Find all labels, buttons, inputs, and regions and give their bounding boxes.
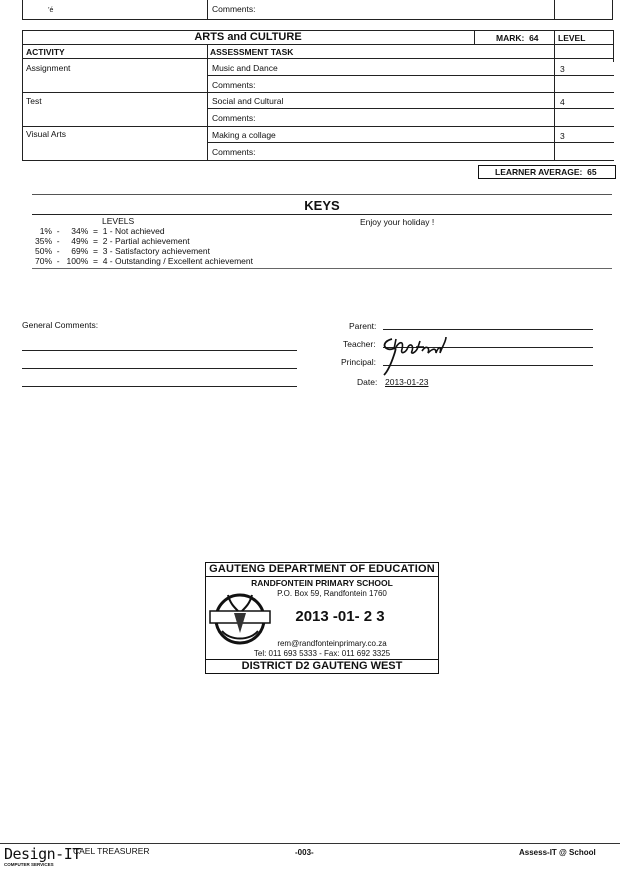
key-desc: Outstanding / Excellent achievement [115, 256, 253, 266]
mark-glyph: ’é [48, 7, 54, 14]
footer-product: Assess-IT @ School [519, 848, 596, 857]
learner-average-value: 65 [587, 167, 597, 177]
key-to: 69% [71, 246, 89, 256]
school-stamp [205, 562, 439, 674]
table-border [22, 92, 614, 93]
level-cell: 3 [560, 131, 565, 141]
holiday-message: Enjoy your holiday ! [360, 217, 435, 227]
key-from: 1% [39, 226, 52, 236]
key-level: 3 [102, 246, 108, 256]
stamp-email: rem@randfonteinprimary.co.za [277, 639, 387, 648]
table-border [207, 108, 614, 109]
level-header: LEVEL [558, 33, 586, 43]
key-level: 2 [102, 236, 108, 246]
table-border [612, 0, 613, 20]
table-border [22, 19, 613, 20]
date-label: Date: [357, 377, 378, 387]
table-border [22, 160, 614, 161]
footer-page-number: -003- [295, 848, 314, 857]
activity-header: ACTIVITY [26, 47, 65, 57]
learner-average-label: LEARNER AVERAGE: [495, 167, 583, 177]
stamp-date: 2013 -01- 2 3 [295, 608, 385, 625]
footer-user: CAEL TREASURER [73, 846, 150, 856]
table-border [554, 0, 555, 20]
table-border [22, 30, 23, 161]
table-border [613, 30, 614, 62]
stamp-address: P.O. Box 59, Randfontein 1760 [277, 589, 387, 598]
key-item: 1% - 34% = 1 - Not achieved [22, 226, 165, 236]
table-border [207, 0, 208, 20]
table-border [22, 58, 614, 59]
learner-average [495, 167, 597, 177]
key-item: 70% - 100% = 4 - Outstanding / Excellent achievement [22, 256, 253, 266]
school-crest-icon [208, 585, 272, 649]
principal-label: Principal: [341, 357, 376, 367]
teacher-label: Teacher: [343, 339, 376, 349]
assessment-task-header: ASSESSMENT TASK [210, 47, 294, 57]
key-level: 1 [102, 226, 108, 236]
level-cell: 4 [560, 97, 565, 107]
parent-signature-line[interactable] [383, 329, 593, 330]
key-desc: Not achieved [115, 226, 165, 236]
level-cell: 3 [560, 64, 565, 74]
key-from: 70% [34, 256, 52, 266]
date-value: 2013-01-23 [385, 377, 429, 387]
task-cell: Social and Cultural [212, 96, 284, 106]
stamp-school: RANDFONTEIN PRIMARY SCHOOL [251, 578, 393, 588]
mark-label [496, 33, 539, 43]
table-border [474, 30, 475, 44]
table-border [207, 75, 614, 76]
key-desc: Satisfactory achievement [115, 246, 210, 256]
principal-signature-icon [380, 333, 460, 377]
comments-label: Comments: [212, 113, 256, 123]
key-from: 35% [34, 236, 52, 246]
levels-label: LEVELS [102, 216, 135, 226]
footer-logo: Design-IT [4, 845, 81, 863]
comment-line[interactable] [22, 350, 297, 351]
activity-cell: Assignment [26, 63, 71, 73]
stamp-phone: Tel: 011 693 5333 - Fax: 011 692 3325 [253, 649, 391, 658]
divider [32, 268, 612, 269]
key-level: 4 [102, 256, 108, 266]
divider [32, 194, 612, 195]
mark-value: 64 [529, 33, 539, 43]
footer-logo-sub: COMPUTER SERVICES [4, 862, 54, 867]
comment-line[interactable] [22, 386, 297, 387]
key-to: 34% [71, 226, 89, 236]
comments-label: Comments: [212, 147, 256, 157]
section-title: ARTS and CULTURE [194, 31, 302, 43]
mark-label-text: MARK: [496, 33, 525, 43]
key-item: 35% - 49% = 2 - Partial achievement [22, 236, 190, 246]
table-border [207, 44, 208, 161]
stamp-district: DISTRICT D2 GAUTENG WEST [206, 659, 438, 673]
key-desc: Partial achievement [115, 236, 190, 246]
parent-label: Parent: [349, 321, 377, 331]
activity-cell: Test [26, 96, 42, 106]
general-comments-label: General Comments: [22, 320, 99, 330]
key-item: 50% - 69% = 3 - Satisfactory achievement [22, 246, 210, 256]
keys-title: KEYS [304, 198, 340, 213]
activity-cell: Visual Arts [26, 129, 67, 139]
task-cell: Making a collage [212, 130, 276, 140]
stamp-department: GAUTENG DEPARTMENT OF EDUCATION [206, 563, 438, 577]
table-border [22, 44, 614, 45]
footer-divider [0, 843, 620, 844]
key-to: 100% [66, 256, 89, 266]
table-border [207, 142, 614, 143]
key-to: 49% [71, 236, 89, 246]
comments-label: Comments: [212, 4, 256, 14]
key-from: 50% [34, 246, 52, 256]
learner-average-box [478, 165, 616, 179]
table-border [22, 0, 23, 20]
table-border [22, 126, 614, 127]
comments-label: Comments: [212, 80, 256, 90]
comment-line[interactable] [22, 368, 297, 369]
divider [32, 214, 612, 215]
task-cell: Music and Dance [212, 63, 278, 73]
